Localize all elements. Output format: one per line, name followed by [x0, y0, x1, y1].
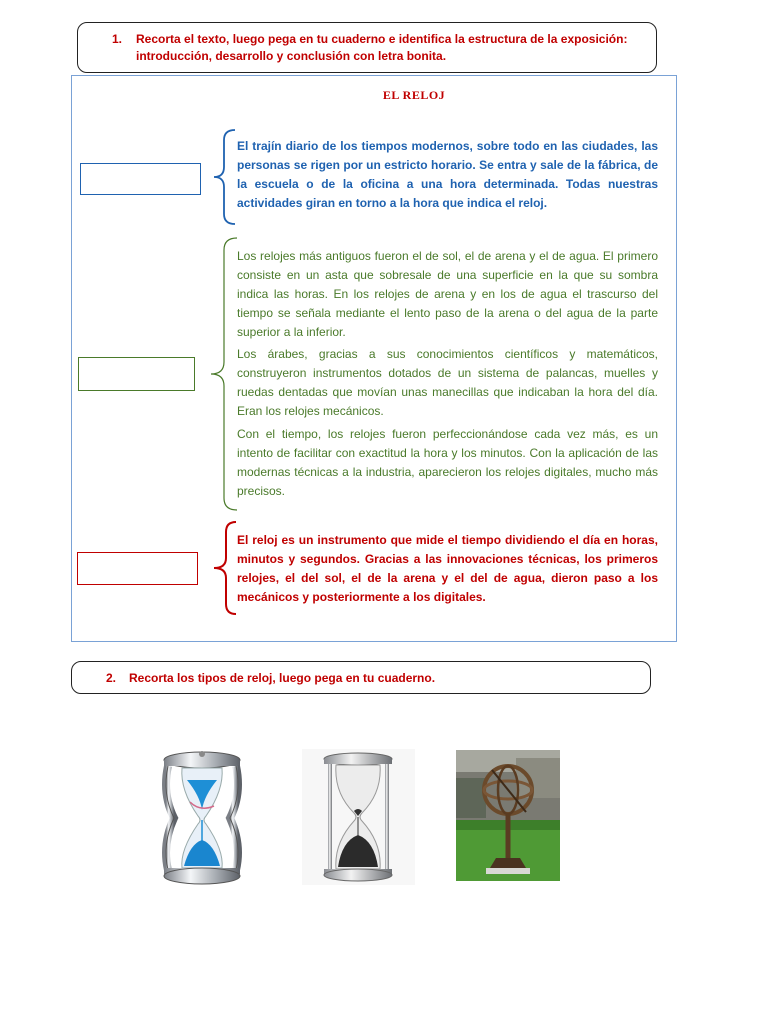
- instruction-1-box: [77, 22, 657, 73]
- development-paragraph-1: Los relojes más antiguos fueron el de sol, el de arena y el de agua. El primero consiste en un asta que sobresale de una superficie en la que su sombra indica las horas. En los relojes de arena y en los de agua el trascurso del tiempo se señala mediante el lento paso de la arena o del agua de la parte superior a la inferior.: [237, 249, 658, 339]
- development-label-box[interactable]: [78, 357, 195, 391]
- development-brace: [203, 236, 239, 512]
- conclusion-paragraph: El reloj es un instrumento que mide el tiempo dividiendo el día en horas, minutos y segundos. Gracias a las innovaciones técnicas, los primeros relojes, el del sol, el de la arena y el del de agua, dieron paso a los mecánicos y posteriormente a los digitales.: [237, 533, 658, 604]
- instruction-2-text: Recorta los tipos de reloj, luego pega en tu cuaderno.: [129, 671, 436, 685]
- development-paragraph-2: Los árabes, gracias a sus conocimientos científicos y matemáticos, construyeron instrumentos dotados de un sistema de palancas, muelles y ruedas dentadas que movían unas manecillas que indicaban la hora del día. Eran los relojes mecánicos.: [237, 347, 658, 418]
- black-hourglass-image: [302, 749, 415, 885]
- intro-paragraph: El trajín diario de los tiempos modernos, sobre todo en las ciudades, las personas se rigen por un estricto horario. Se entra y sale de la fábrica, de la escuela o de la oficina a una hora determinada. Todas nuestras actividades giran en torno a la hora que indica el reloj.: [237, 139, 658, 210]
- sundial-image: [456, 750, 560, 881]
- development-paragraph-3: Con el tiempo, los relojes fueron perfeccionándose cada vez más, es un intento de facilitar con exactitud la hora y los minutos. Con la aplicación de las modernas técnicas a la industria, aparecieron los relojes digitales, mucho más precisos.: [237, 427, 658, 498]
- instruction-1-number: 1.: [112, 32, 123, 46]
- instruction-2-box: [71, 661, 651, 694]
- instruction-2-number: 2.: [106, 671, 117, 685]
- blue-hourglass-image: [160, 750, 244, 886]
- article-title: EL RELOJ: [382, 88, 446, 102]
- instruction-1-text: Recorta el texto, luego pega en tu cuaderno e identifica la estructura de la exposición: introducción, desarrollo y conclusión con letra bonita.: [136, 32, 628, 63]
- intro-brace: [205, 128, 237, 226]
- conclusion-label-box[interactable]: [77, 552, 198, 585]
- conclusion-brace: [205, 520, 239, 616]
- intro-label-box[interactable]: [80, 163, 201, 195]
